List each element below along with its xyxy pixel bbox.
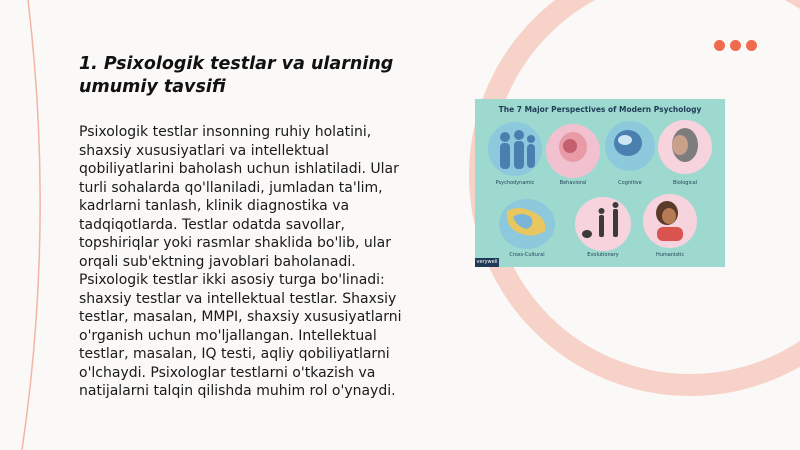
figure-label: Cross-Cultural [509,252,545,258]
figure-label: Behavioral [559,180,587,186]
figure-label: Biological [672,180,698,186]
slide-title: 1. Psixologik testlar va ularning umumiy tavsifi [79,54,394,97]
figure-brand-logo: verywell [476,259,498,265]
figure-label: Cognitive [618,180,642,186]
figure-title: The 7 Major Perspectives of Modern Psychology [498,105,702,114]
decorative-left-arc [22,0,40,450]
figure-label: Psychodynamic [495,180,535,186]
dot-icon [714,40,725,51]
menu-dots [714,40,757,51]
psychology-perspectives-image [475,99,725,267]
dot-icon [730,40,741,51]
figure-label: Evolutionary [587,252,619,258]
figure-label: Humanistic [655,252,685,258]
dot-icon [746,40,757,51]
slide-body-text: Psixologik testlar insonning ruhiy holatini, shaxsiy xususiyatlari va intellektual qobiliyatlarini baholash uchun ishlatiladi. Ular turli sohalarda qo'llaniladi, jumladan ta'lim, kadrlarni tanlash, klinik diagnostika va tadqiqotlarda. Testlar odatda savollar, topshiriqlar yoki rasmlar shaklida bo'lib, ular orqali sub'ektning javoblari baholanadi. Psixologik testlar ikki asosiy turga bo'linadi: shaxsiy testlar va intellektual testlar. Shaxsiy testlar, masalan, MMPI, shaxsiy xususiyatlarni o'rganish uchun mo'ljallangan. Intellektual testlar, masalan, IQ testi, aqliy qobiliyatlarni o'lchaydi. Psixologlar testlarni o'tkazish va natijalarni talqin qilishda muhim rol o'ynaydi. [79,124,402,399]
